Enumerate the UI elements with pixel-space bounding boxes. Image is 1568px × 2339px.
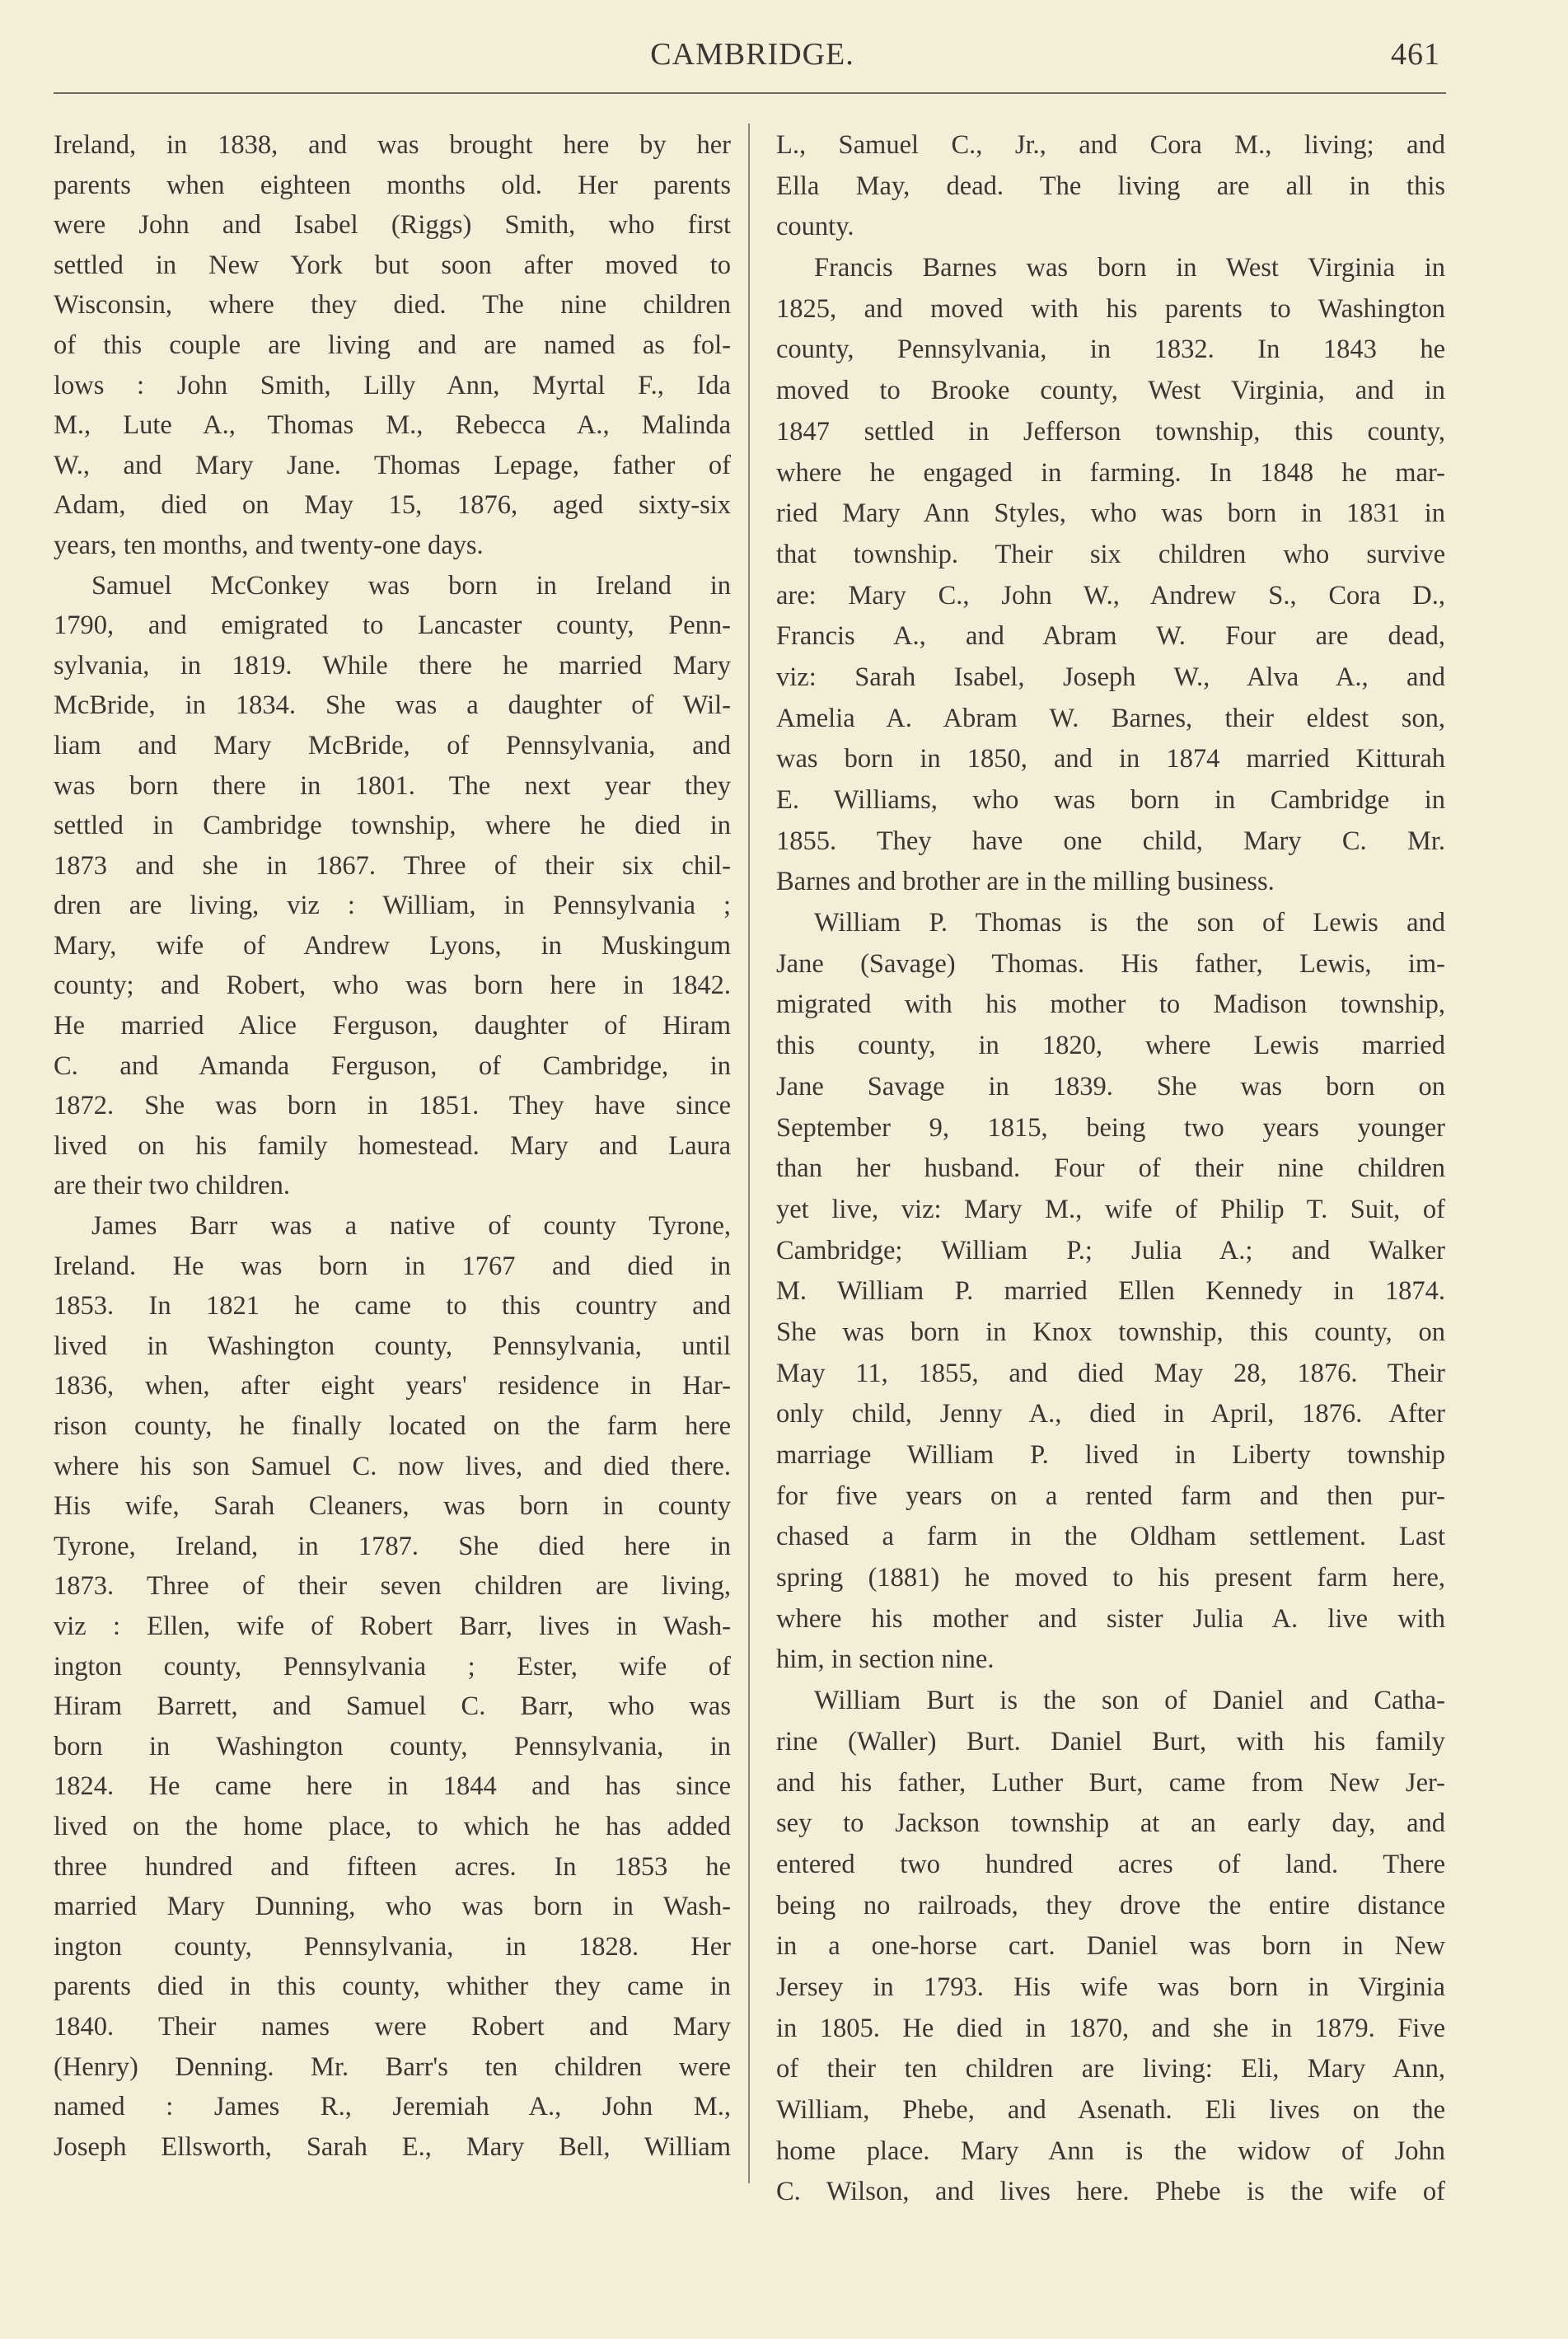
text-line: She was born in Knox township, this county, on [776,1317,1445,1347]
text-line: only child, Jenny A., died in April, 1876. After [776,1399,1445,1429]
text-line: are: Mary C., John W., Andrew S., Cora D., [776,580,1445,610]
text-line: liam and Mary McBride, of Pennsylvania, and [54,730,731,760]
text-line: rine (Waller) Burt. Daniel Burt, with his family [776,1726,1445,1757]
text-line: settled in Cambridge township, where he died in [54,811,731,841]
text-line: 1836, when, after eight years' residence in Har- [54,1371,731,1401]
text-line: county. [776,212,854,242]
text-line: where his son Samuel C. now lives, and died there. [54,1451,731,1481]
text-line: of this couple are living and are named as fol- [54,330,731,360]
text-line: Hiram Barrett, and Samuel C. Barr, who was [54,1691,731,1722]
paragraph [776,125,1445,248]
text-line: being no railroads, they drove the entire distance [776,1890,1445,1920]
text-line: ington county, Pennsylvania ; Ester, wife of [54,1651,731,1682]
text-line: Wisconsin, where they died. The nine children [54,290,731,320]
text-line: Jane (Savage) Thomas. His father, Lewis, im- [776,948,1445,979]
text-line: C. Wilson, and lives here. Phebe is the wife of [776,2177,1445,2207]
paragraph [54,566,731,1207]
text-line: 1790, and emigrated to Lancaster county, Penn- [54,610,731,641]
header-rule [54,92,1446,94]
text-line: 1855. They have one child, Mary C. Mr. [776,826,1445,856]
text-line: sey to Jackson township at an early day, and [776,1808,1445,1839]
text-line: 1825, and moved with his parents to Washington [776,293,1445,324]
text-line: Cambridge; William P.; Julia A.; and Walker [776,1235,1445,1265]
text-line: parents when eighteen months old. Her parents [54,170,731,200]
text-line: M. William P. married Ellen Kennedy in 1874. [776,1276,1445,1307]
text-line: Ireland, in 1838, and was brought here by her [54,130,731,160]
text-line: rison county, he finally located on the farm here [54,1411,731,1441]
text-line: William Burt is the son of Daniel and Catha- [814,1686,1445,1716]
text-line: years, ten months, and twenty-one days. [54,530,484,560]
text-line: 1840. Their names were Robert and Mary [54,2011,731,2042]
text-line: C. and Amanda Ferguson, of Cambridge, in [54,1050,731,1081]
text-line: His wife, Sarah Cleaners, was born in county [54,1491,731,1522]
text-line: county, Pennsylvania, in 1832. In 1843 he [776,334,1445,365]
text-line: parents died in this county, whither they came in [54,1972,731,2002]
text-line: E. Williams, who was born in Cambridge in [776,785,1445,815]
text-line: He married Alice Ferguson, daughter of Hiram [54,1011,731,1041]
text-line: home place. Mary Ann is the widow of John [776,2136,1445,2166]
text-line: three hundred and fifteen acres. In 1853 he [54,1851,731,1882]
text-line: born in Washington county, Pennsylvania, in [54,1731,731,1761]
text-line: (Henry) Denning. Mr. Barr's ten children were [54,2051,731,2082]
text-line: in 1805. He died in 1870, and she in 1879. Five [776,2013,1445,2043]
text-line: settled in New York but soon after moved to [54,250,731,280]
text-line: May 11, 1855, and died May 28, 1876. Their [776,1358,1445,1388]
paragraph [776,903,1445,1681]
text-line: and his father, Luther Burt, came from New Jer- [776,1767,1445,1798]
text-line: L., Samuel C., Jr., and Cora M., living; and [776,130,1445,160]
text-line: county; and Robert, who was born here in 1842. [54,971,731,1001]
page-number: 461 [1391,37,1440,72]
right-column [776,125,1445,2213]
text-line: Francis A., and Abram W. Four are dead, [776,621,1445,652]
column-divider [748,124,750,2183]
text-line: of their ten children are living: Eli, Mary Ann, [776,2054,1445,2084]
paragraph [54,125,731,566]
text-line: that township. Their six children who survive [776,539,1445,569]
text-line: named : James R., Jeremiah A., John M., [54,2092,731,2122]
text-line: him, in section nine. [776,1644,995,1675]
running-head-title: CAMBRIDGE. [650,37,854,72]
text-line: chased a farm in the Oldham settlement. Last [776,1522,1445,1552]
text-line: W., and Mary Jane. Thomas Lepage, father of [54,450,731,480]
text-line: lows : John Smith, Lilly Ann, Myrtal F., Ida [54,370,731,400]
text-line: 1853. In 1821 he came to this country and [54,1291,731,1322]
text-line: entered two hundred acres of land. There [776,1849,1445,1879]
text-line: 1824. He came here in 1844 and has since [54,1771,731,1802]
text-line: Ireland. He was born in 1767 and died in [54,1251,731,1281]
text-line: was born there in 1801. The next year they [54,770,731,801]
text-line: M., Lute A., Thomas M., Rebecca A., Malinda [54,410,731,441]
text-line: 1847 settled in Jefferson township, this county, [776,416,1445,447]
text-line: Amelia A. Abram W. Barnes, their eldest son, [776,703,1445,733]
text-line: for five years on a rented farm and then pur- [776,1481,1445,1511]
text-line: Samuel McConkey was born in Ireland in [91,570,731,601]
paragraph [776,248,1445,903]
text-line: lived on the home place, to which he has added [54,1811,731,1841]
text-line: viz : Ellen, wife of Robert Barr, lives in Wash- [54,1611,731,1641]
text-line: marriage William P. lived in Liberty township [776,1440,1445,1470]
text-line: Tyrone, Ireland, in 1787. She died here in [54,1531,731,1561]
text-line: was born in 1850, and in 1874 married Kitturah [776,744,1445,774]
text-line: William P. Thomas is the son of Lewis and [814,908,1445,938]
text-line: ried Mary Ann Styles, who was born in 1831 in [776,498,1445,529]
text-line: Mary, wife of Andrew Lyons, in Muskingum [54,930,731,961]
text-line: Jane Savage in 1839. She was born on [776,1071,1445,1102]
paragraph [54,1206,731,2167]
text-line: sylvania, in 1819. While there he married Mary [54,650,731,681]
text-line: Ella May, dead. The living are all in this [776,171,1445,201]
text-line: William, Phebe, and Asenath. Eli lives on the [776,2095,1445,2125]
text-line: Joseph Ellsworth, Sarah E., Mary Bell, William [54,2131,731,2162]
text-line: moved to Brooke county, West Virginia, and in [776,376,1445,406]
text-line: married Mary Dunning, who was born in Wash- [54,1892,731,1922]
text-line: Adam, died on May 15, 1876, aged sixty-six [54,490,731,521]
text-line: where his mother and sister Julia A. live with [776,1603,1445,1634]
text-line: 1873 and she in 1867. Three of their six chil- [54,850,731,881]
text-line: September 9, 1815, being two years younger [776,1112,1445,1143]
text-line: in a one-horse cart. Daniel was born in New [776,1931,1445,1962]
text-line: McBride, in 1834. She was a daughter of Wil- [54,690,731,721]
text-line: yet live, viz: Mary M., wife of Philip T. Suit, of [776,1194,1445,1224]
text-line: Francis Barnes was born in West Virginia in [814,253,1445,283]
text-line: than her husband. Four of their nine children [776,1153,1445,1184]
text-line: were John and Isabel (Riggs) Smith, who first [54,210,731,241]
text-line: 1873. Three of their seven children are living, [54,1571,731,1602]
text-line: 1872. She was born in 1851. They have since [54,1091,731,1121]
text-line: lived in Washington county, Pennsylvania, until [54,1331,731,1361]
text-line: Barnes and brother are in the milling business. [776,867,1275,897]
left-column [54,125,731,2167]
text-line: where he engaged in farming. In 1848 he mar- [776,457,1445,488]
text-line: this county, in 1820, where Lewis married [776,1031,1445,1061]
text-line: spring (1881) he moved to his present farm here, [776,1563,1445,1593]
text-line: viz: Sarah Isabel, Joseph W., Alva A., and [776,662,1445,692]
text-line: James Barr was a native of county Tyrone, [91,1211,731,1242]
paragraph [776,1681,1445,2213]
text-line: lived on his family homestead. Mary and Laura [54,1130,731,1161]
text-line: Jersey in 1793. His wife was born in Virginia [776,1972,1445,2002]
text-line: migrated with his mother to Madison township, [776,989,1445,1020]
text-line: are their two children. [54,1171,290,1201]
text-line: dren are living, viz : William, in Pennsylvania ; [54,891,731,921]
text-line: ington county, Pennsylvania, in 1828. Her [54,1931,731,1962]
